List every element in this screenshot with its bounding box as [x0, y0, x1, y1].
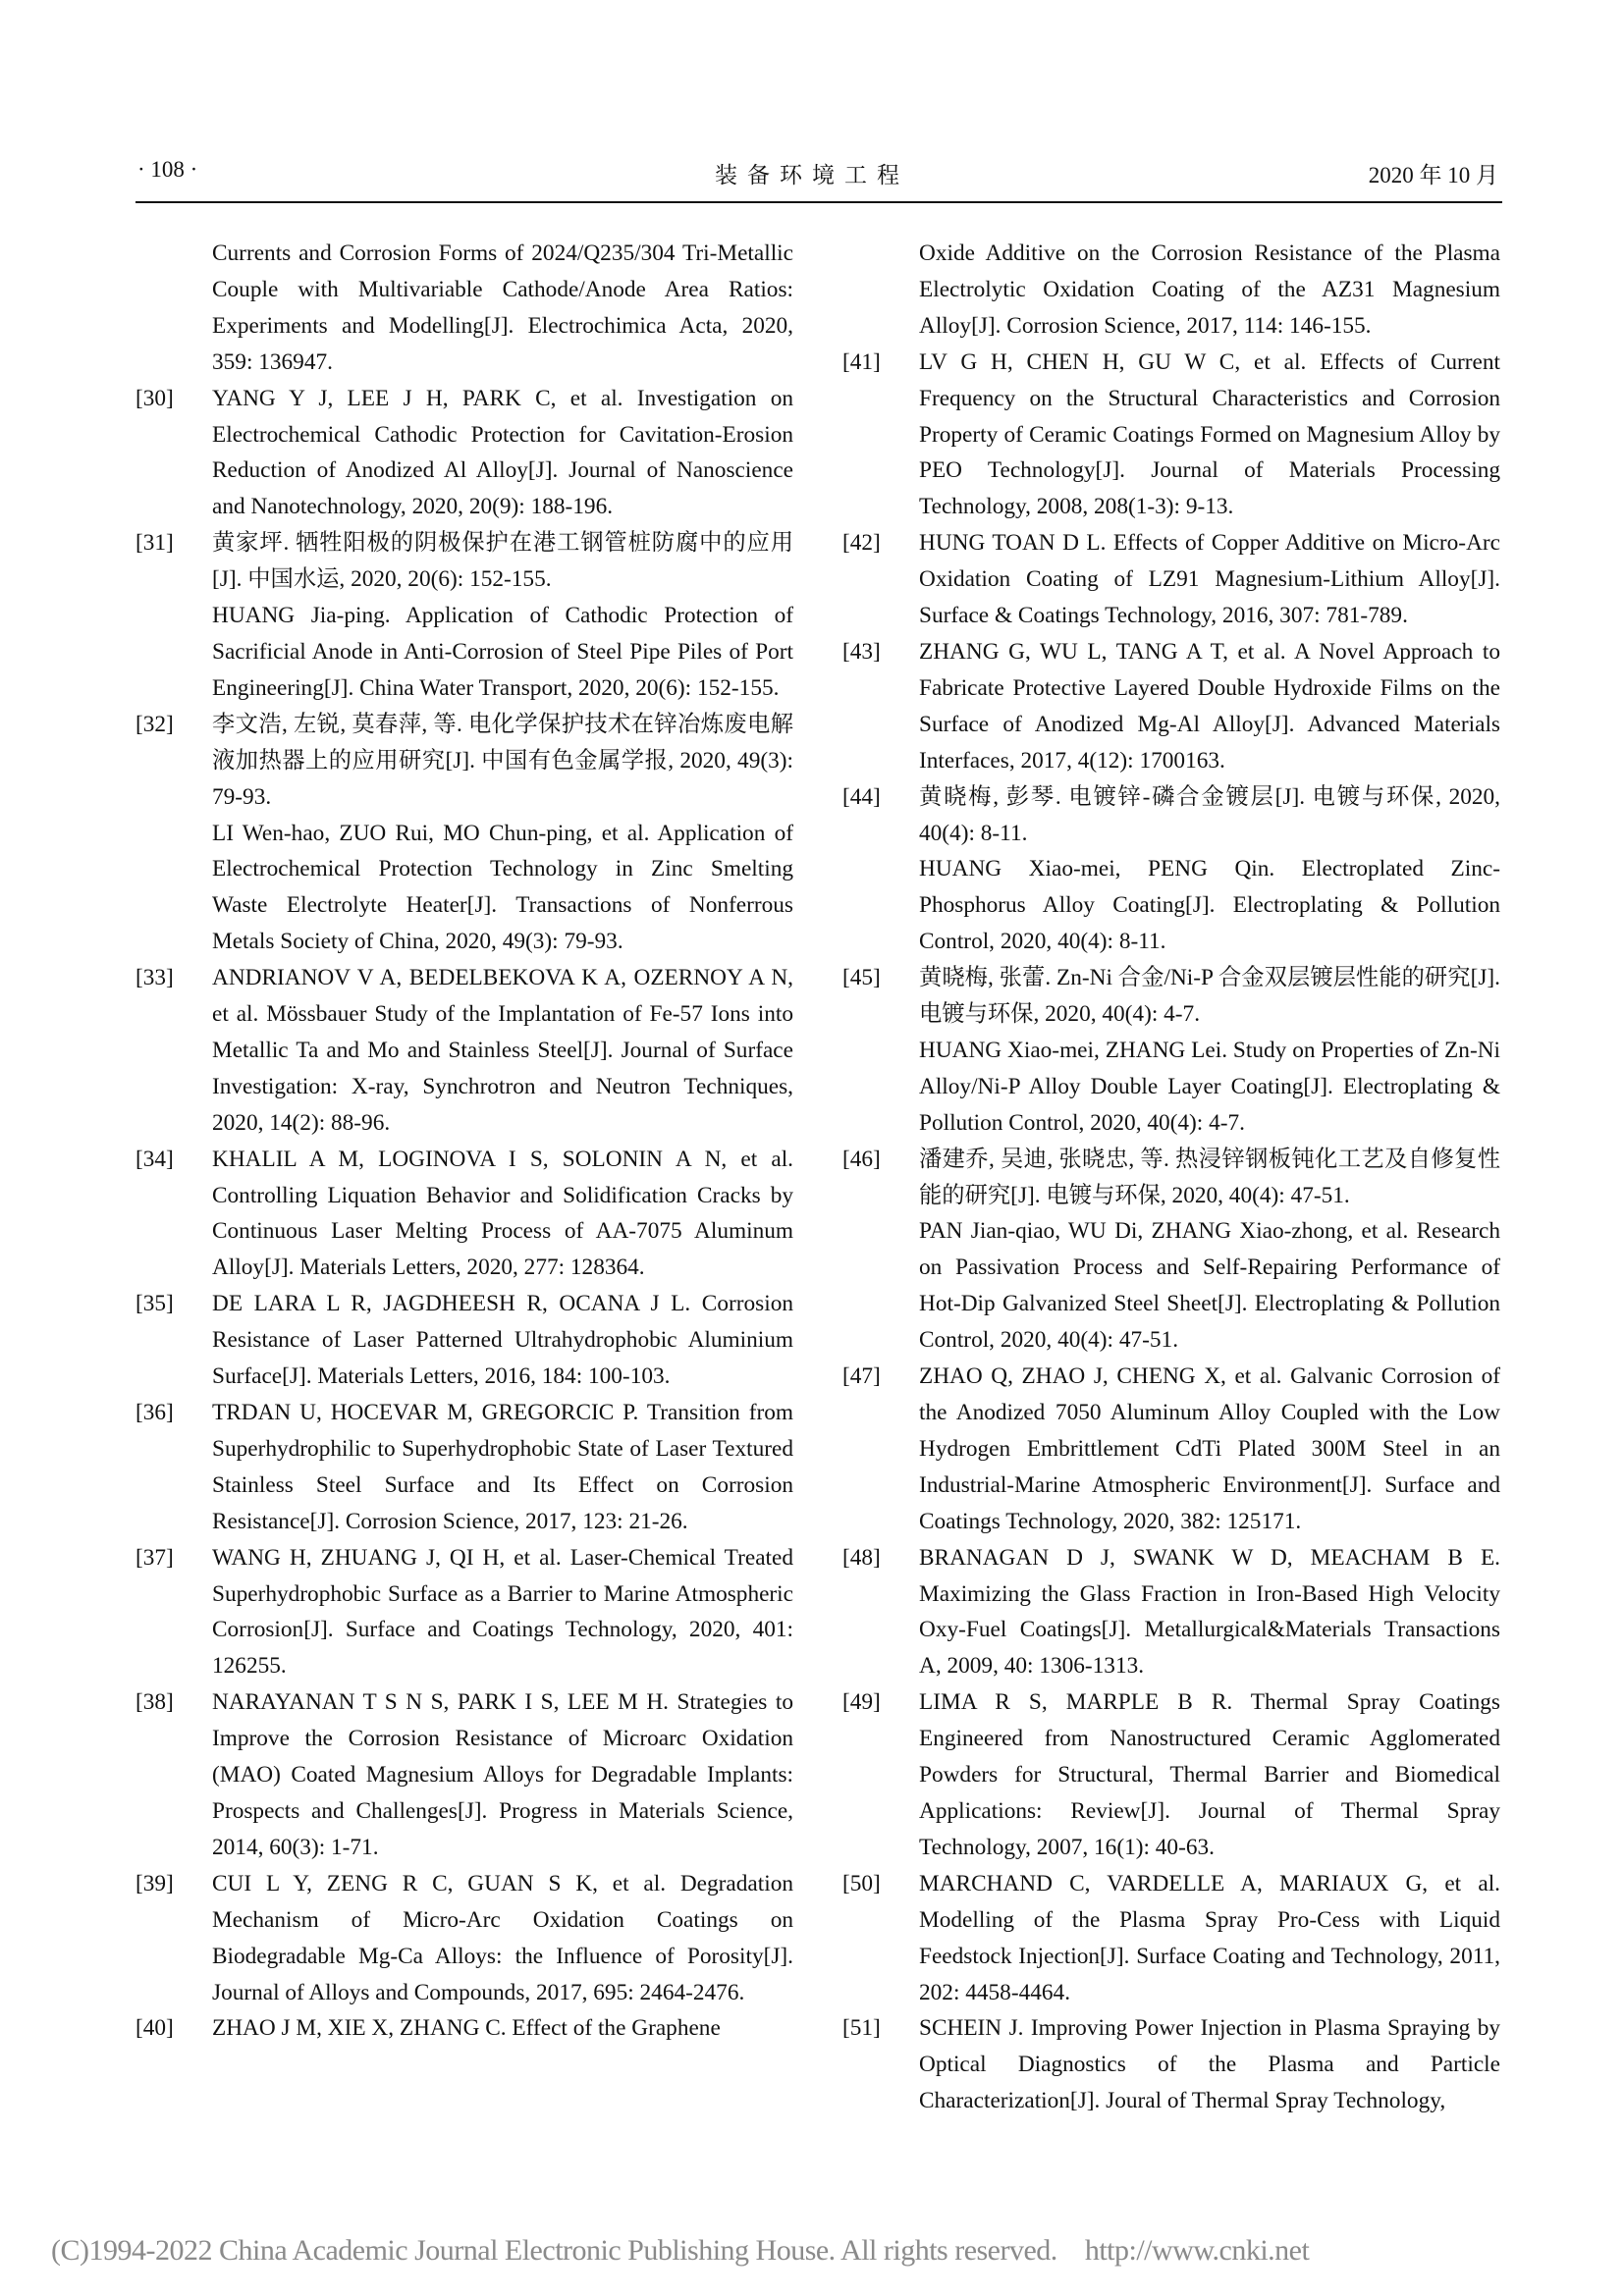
reference-number: [39]	[135, 1870, 174, 1896]
reference-text: 黄家坪. 牺牲阳极的阴极保护在港工钢管桩防腐中的应用[J]. 中国水运, 2020, 20(6): 152-155.	[212, 530, 793, 593]
reference-text: ZHANG G, WU L, TANG A T, et al. A Novel Approach to Fabricate Protective Layered Double Hydroxide Films on the Surface of Anodized Mg-Al Alloy[J]. Advanced Materials Interfaces, 2017, 4(12): 1700163.	[919, 638, 1500, 774]
reference-number: [43]	[842, 638, 881, 665]
reference-text: BRANAGAN D J, SWANK W D, MEACHAM B E. Maximizing the Glass Fraction in Iron-Based High Velocity Oxy-Fuel Coatings[J]. Metallurgical&Materials Transactions A, 2009, 40: 1306-1313.	[919, 1544, 1500, 1680]
reference-text: KHALIL A M, LOGINOVA I S, SOLONIN A N, et al. Controlling Liquation Behavior and Solidification Cracks by Continuous Laser Melting Process of AA-7075 Aluminum Alloy[J]. Materials Letters, 2020, 277: 128364.	[212, 1146, 793, 1281]
reference-item	[135, 1142, 793, 1287]
reference-item	[135, 236, 793, 381]
copyright-notice: (C)1994-2022 China Academic Journal Electronic Publishing House. All rights reserved.	[51, 2234, 1057, 2267]
reference-text: Currents and Corrosion Forms of 2024/Q235/304 Tri-Metallic Couple with Multivariable Cathode/Anode Area Ratios: Experiments and Modelling[J]. Electrochimica Acta, 2020, 359: 136947.	[212, 240, 793, 375]
reference-text: ANDRIANOV V A, BEDELBEKOVA K A, OZERNOY A N, et al. Mössbauer Study of the Implantation of Fe-57 Ions into Metallic Ta and Mo and Stainless Steel[J]. Journal of Surface Investigation: X-ray, Synchrotron and Neutron Techniques, 2020, 14(2): 88-96.	[212, 965, 793, 1136]
reference-number: [46]	[842, 1146, 881, 1172]
reference-number: [35]	[135, 1291, 174, 1317]
reference-item	[135, 960, 793, 1142]
reference-number: [33]	[135, 965, 174, 991]
reference-item	[842, 1540, 1500, 1685]
reference-text: HUANG Xiao-mei, PENG Qin. Electroplated Zinc-Phosphorus Alloy Coating[J]. Electroplating & Pollution Control, 2020, 40(4): 8-11.	[919, 856, 1500, 955]
reference-number: [30]	[135, 385, 174, 411]
reference-text: LV G H, CHEN H, GU W C, et al. Effects of Current Frequency on the Structural Characteristics and Corrosion Property of Ceramic Coatings Formed on Magnesium Alloy by PEO Technology[J]. Journal of Materials Processing Technology, 2008, 208(1-3): 9-13.	[919, 348, 1500, 520]
reference-item	[842, 779, 1500, 961]
footer	[51, 2234, 1336, 2268]
reference-number: [31]	[135, 530, 174, 557]
reference-number: [42]	[842, 530, 881, 557]
footer-url: http://www.cnki.net	[1084, 2234, 1310, 2267]
reference-item	[135, 707, 793, 960]
reference-item	[842, 1359, 1500, 1540]
journal-title: 装备环境工程	[715, 163, 909, 187]
reference-text: ZHAO J M, XIE X, ZHANG C. Effect of the Graphene	[212, 2015, 721, 2042]
issue-date: 2020 年 10 月	[1368, 163, 1498, 187]
reference-text: 潘建乔, 吴迪, 张晓忠, 等. 热浸锌钢板钝化工艺及自修复性能的研究[J]. 电镀与环保, 2020, 40(4): 47-51.	[919, 1146, 1500, 1208]
reference-item	[842, 1866, 1500, 2011]
reference-item	[842, 1142, 1500, 1359]
reference-text: 黄晓梅, 张蕾. Zn-Ni 合金/Ni-P 合金双层镀层性能的研究[J]. 电镀与环保, 2020, 40(4): 4-7.	[919, 965, 1500, 1028]
reference-text: HUANG Xiao-mei, ZHANG Lei. Study on Properties of Zn-Ni Alloy/Ni-P Alloy Double Layer Coating[J]. Electroplating & Pollution Control, 2020, 40(4): 4-7.	[919, 1037, 1500, 1136]
reference-number: [37]	[135, 1544, 174, 1571]
reference-item	[135, 381, 793, 526]
header-rule	[135, 201, 1502, 203]
reference-text: DE LARA L R, JAGDHEESH R, OCANA J L. Corrosion Resistance of Laser Patterned Ultrahydrophobic Aluminium Surface[J]. Materials Letters, 2016, 184: 100-103.	[212, 1291, 793, 1390]
reference-number: [40]	[135, 2015, 174, 2042]
reference-text: WANG H, ZHUANG J, QI H, et al. Laser-Chemical Treated Superhydrophobic Surface as a Barrier to Marine Atmospheric Corrosion[J]. Surface and Coatings Technology, 2020, 401: 126255.	[212, 1544, 793, 1680]
reference-item	[135, 2010, 793, 2047]
reference-text: PAN Jian-qiao, WU Di, ZHANG Xiao-zhong, et al. Research on Passivation Process and Self-Repairing Performance of Hot-Dip Galvanized Steel Sheet[J]. Electroplating & Pollution Control, 2020, 40(4): 47-51.	[919, 1218, 1500, 1354]
reference-number: [34]	[135, 1146, 174, 1172]
reference-item	[842, 345, 1500, 526]
reference-text: LI Wen-hao, ZUO Rui, MO Chun-ping, et al. Application of Electrochemical Protection Technology in Zinc Smelting Waste Electrolyte Heater[J]. Transactions of Nonferrous Metals Society of China, 2020, 49(3): 79-93.	[212, 820, 793, 955]
reference-item	[135, 1286, 793, 1395]
reference-number: [51]	[842, 2015, 881, 2042]
reference-number: [41]	[842, 348, 881, 375]
reference-text: HUNG TOAN D L. Effects of Copper Additive on Micro-Arc Oxidation Coating of LZ91 Magnesium-Lithium Alloy[J]. Surface & Coatings Technology, 2016, 307: 781-789.	[919, 530, 1500, 629]
reference-text: TRDAN U, HOCEVAR M, GREGORCIC P. Transition from Superhydrophilic to Superhydrophobic State of Laser Textured Stainless Steel Surface and Its Effect on Corrosion Resistance[J]. Corrosion Science, 2017, 123: 21-26.	[212, 1400, 793, 1534]
page-number: · 108 ·	[137, 157, 198, 182]
reference-item	[135, 525, 793, 707]
reference-text: 李文浩, 左锐, 莫春萍, 等. 电化学保护技术在锌冶炼废电解液加热器上的应用研究[J]. 中国有色金属学报, 2020, 49(3): 79-93.	[212, 711, 793, 810]
reference-text: CUI L Y, ZENG R C, GUAN S K, et al. Degradation Mechanism of Micro-Arc Oxidation Coatings on Biodegradable Mg-Ca Alloys: the Influence of Porosity[J]. Journal of Alloys and Compounds, 2017, 695: 2464-2476.	[212, 1870, 793, 2005]
reference-number: [38]	[135, 1689, 174, 1716]
reference-text: SCHEIN J. Improving Power Injection in Plasma Spraying by Optical Diagnostics of the Plasma and Particle Characterization[J]. Joural of Thermal Spray Technology,	[919, 2015, 1500, 2114]
reference-number: [36]	[135, 1400, 174, 1425]
references-right-column	[842, 236, 1500, 2119]
reference-number: [49]	[842, 1689, 881, 1716]
reference-item	[135, 1866, 793, 2011]
reference-item	[135, 1684, 793, 1866]
reference-text: Oxide Additive on the Corrosion Resistance of the Plasma Electrolytic Oxidation Coating of the AZ31 Magnesium Alloy[J]. Corrosion Science, 2017, 114: 146-155.	[919, 240, 1500, 339]
reference-text: HUANG Jia-ping. Application of Cathodic Protection of Sacrificial Anode in Anti-Corrosion of Steel Pipe Piles of Port Engineering[J]. China Water Transport, 2020, 20(6): 152-155.	[212, 603, 793, 701]
reference-item	[135, 1540, 793, 1685]
reference-text: LIMA R S, MARPLE B R. Thermal Spray Coatings Engineered from Nanostructured Ceramic Agglomerated Powders for Structural, Thermal Barrier and Biomedical Applications: Review[J]. Journal of Thermal Spray Technology, 2007, 16(1): 40-63.	[919, 1689, 1500, 1860]
reference-text: 黄晓梅, 彭琴. 电镀锌-磷合金镀层[J]. 电镀与环保, 2020, 40(4): 8-11.	[919, 783, 1500, 846]
reference-item	[842, 525, 1500, 634]
reference-number: [32]	[135, 711, 174, 737]
reference-item	[842, 1684, 1500, 1866]
reference-number: [48]	[842, 1544, 881, 1571]
reference-text: YANG Y J, LEE J H, PARK C, et al. Investigation on Electrochemical Cathodic Protection for Cavitation-Erosion Reduction of Anodized Al Alloy[J]. Journal of Nanoscience and Nanotechnology, 2020, 20(9): 188-196.	[212, 385, 793, 520]
reference-item	[842, 634, 1500, 779]
reference-number: [45]	[842, 965, 881, 991]
reference-item	[135, 1395, 793, 1540]
reference-text: ZHAO Q, ZHAO J, CHENG X, et al. Galvanic Corrosion of the Anodized 7050 Aluminum Alloy Coupled with the Low Hydrogen Embrittlement CdTi Plated 300M Steel in an Industrial-Marine Atmospheric Environment[J]. Surface and Coatings Technology, 2020, 382: 125171.	[919, 1363, 1500, 1534]
reference-item	[842, 960, 1500, 1142]
reference-text: MARCHAND C, VARDELLE A, MARIAUX G, et al. Modelling of the Plasma Spray Pro-Cess with Liquid Feedstock Injection[J]. Surface Coating and Technology, 2011, 202: 4458-4464.	[919, 1870, 1500, 2005]
reference-number: [44]	[842, 783, 881, 810]
reference-number: [47]	[842, 1363, 881, 1390]
reference-number: [50]	[842, 1870, 881, 1896]
reference-text: NARAYANAN T S N S, PARK I S, LEE M H. Strategies to Improve the Corrosion Resistance of Microarc Oxidation (MAO) Coated Magnesium Alloys for Degradable Implants: Prospects and Challenges[J]. Progress in Materials Science, 2014, 60(3): 1-71.	[212, 1689, 793, 1860]
reference-item	[842, 236, 1500, 345]
references-left-column	[135, 236, 793, 2047]
reference-item	[842, 2010, 1500, 2119]
